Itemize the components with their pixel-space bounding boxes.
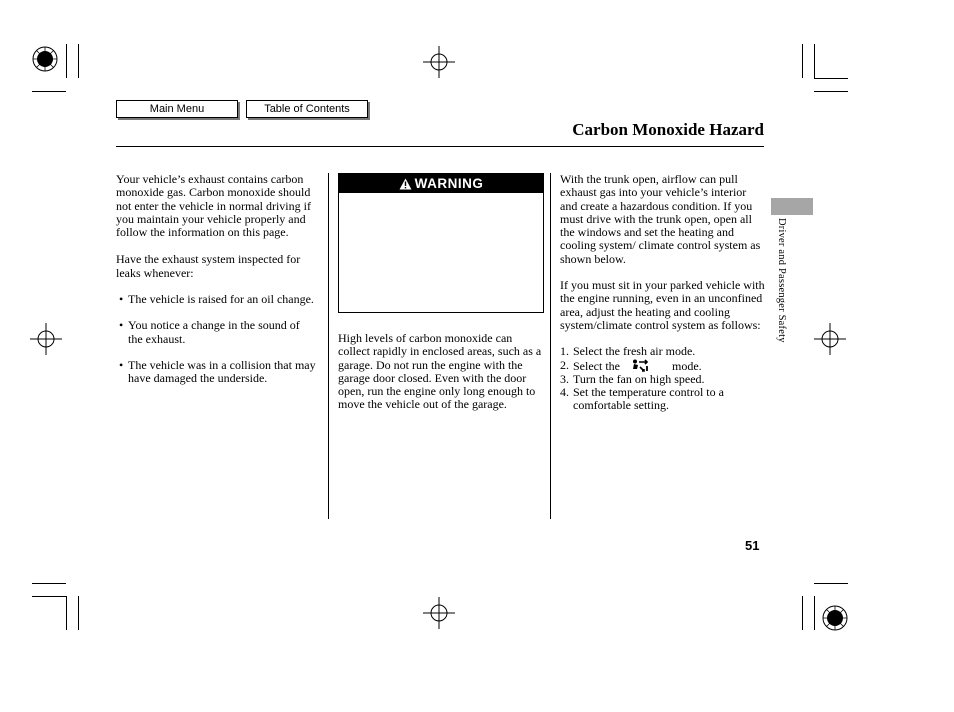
- crop-mark: [32, 583, 66, 584]
- crosshair-icon: [423, 597, 455, 629]
- warning-triangle-icon: [399, 178, 412, 190]
- table-of-contents-button[interactable]: Table of Contents: [246, 100, 368, 118]
- step-text-suffix: mode.: [671, 358, 702, 373]
- step-number: 1.: [560, 344, 569, 359]
- trunk-paragraph: With the trunk open, airflow can pull exhaust gas into your vehicle’s interior and create a hazardous condition. If you must drive with the trunk open, open all the windows and set the heating and cooling system/ climate control system as shown below.: [560, 172, 761, 266]
- crop-mark: [802, 596, 803, 630]
- crop-mark: [66, 44, 67, 78]
- crop-mark: [78, 596, 79, 630]
- warning-label: WARNING: [414, 176, 484, 191]
- step-text: Turn the fan on high speed.: [573, 371, 705, 386]
- crop-mark: [814, 583, 848, 584]
- crosshair-icon: [30, 323, 62, 355]
- crop-mark: [78, 44, 79, 78]
- warning-box: [338, 173, 544, 313]
- page-number: 51: [745, 538, 760, 553]
- column-left: [116, 173, 316, 386]
- list-item-text: You notice a change in the sound of the exhaust.: [128, 318, 300, 346]
- crop-mark: [32, 596, 66, 597]
- column-divider: [328, 173, 329, 519]
- list-item-text: The vehicle is raised for an oil change.: [128, 292, 314, 307]
- list-item: [560, 345, 766, 358]
- crop-mark: [66, 596, 67, 630]
- crosshair-icon: [423, 46, 455, 78]
- intro-paragraph: Your vehicle’s exhaust contains carbon monoxide gas. Carbon monoxide should not enter the vehicle in normal driving if you maintain your vehicle properly and follow the information on this page.: [116, 172, 311, 240]
- page-title: Carbon Monoxide Hazard: [572, 120, 764, 139]
- list-item: [560, 359, 766, 373]
- list-item: • You notice a change in the sound of the exhaust.: [119, 318, 300, 346]
- crop-mark: [814, 91, 848, 92]
- step-number: 3.: [560, 371, 569, 386]
- warning-body-paragraph: High levels of carbon monoxide can collect rapidly in enclosed areas, such as a garage. Do not run the engine with the garage door closed. Even with the door open, run the engine only long enough to move the vehicle out of the garage.: [338, 331, 542, 412]
- list-item-text: The vehicle was in a collision that may have damaged the underside.: [128, 357, 316, 386]
- crop-mark: [32, 91, 66, 92]
- crosshair-icon: [814, 323, 846, 355]
- section-label: Driver and Passenger Safety: [776, 218, 787, 343]
- parked-paragraph: If you must sit in your parked vehicle with the engine running, even in an unconfined area, adjust the heating and cooling system/climate control system as follows:: [560, 278, 765, 332]
- vent-floor-mode-icon: [630, 359, 650, 373]
- step-text: Select the fresh air mode.: [573, 344, 696, 359]
- warning-header: [339, 174, 543, 193]
- main-menu-button[interactable]: Main Menu: [116, 100, 238, 118]
- registration-sun-icon: [32, 46, 58, 72]
- column-right: [560, 173, 766, 413]
- crop-mark: [802, 44, 803, 78]
- crop-mark: [814, 44, 815, 78]
- section-tab: [771, 198, 813, 215]
- steps-list: [560, 345, 766, 412]
- step-number: 2.: [560, 357, 569, 372]
- column-middle: [338, 332, 543, 412]
- column-divider: [550, 173, 551, 519]
- list-item: • The vehicle was in a collision that may have damaged the underside.: [119, 357, 316, 386]
- step-text: Set the temperature control to a comfortable setting.: [573, 385, 724, 413]
- title-divider: [116, 146, 764, 147]
- step-number: 4.: [560, 385, 569, 400]
- crop-mark: [814, 596, 815, 630]
- step-text: Select the: [573, 358, 620, 373]
- list-item: [560, 373, 766, 386]
- list-item: • The vehicle is raised for an oil change.: [119, 292, 314, 307]
- registration-sun-icon: [822, 605, 848, 631]
- crop-mark: [814, 78, 848, 79]
- list-item: [560, 386, 766, 413]
- inspect-paragraph: Have the exhaust system inspected for leaks whenever:: [116, 252, 301, 280]
- inspection-list: [116, 293, 316, 385]
